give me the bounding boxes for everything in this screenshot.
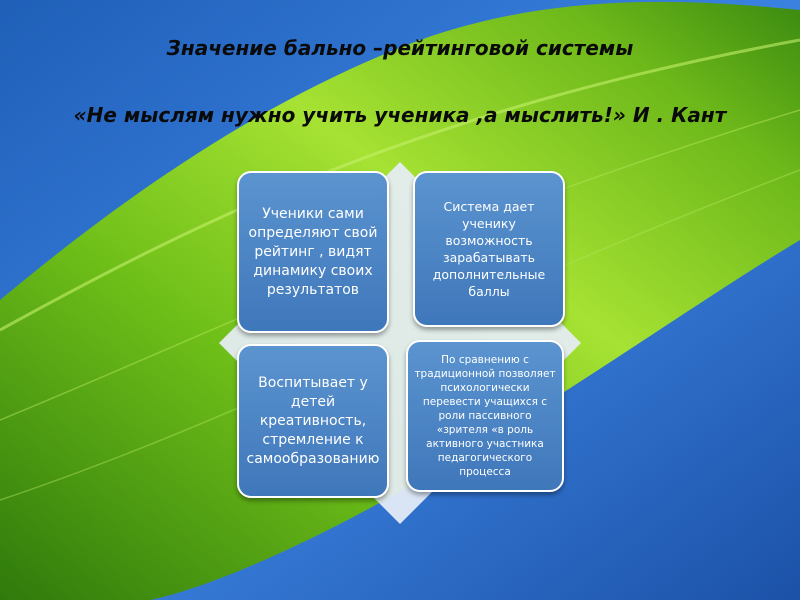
card-students-rating [237, 171, 389, 333]
card-text: По сравнению с традиционной позволяет психологически перевести учащихся с роли пассивного «зрителя «в роль активного участника педагогического процесса [414, 354, 556, 478]
card-extra-points [413, 171, 565, 327]
slide-title: Значение бально –рейтинговой системы [166, 36, 634, 60]
slide-quote: «Не мыслям нужно учить ученика ,а мыслить!» И . Кант [73, 103, 727, 127]
card-text: Воспитывает у детей креативность, стремление к самообразованию [246, 374, 380, 467]
card-active-participant [406, 340, 564, 492]
card-creativity [237, 344, 389, 498]
card-text: Ученики сами определяют свой рейтинг , видят динамику своих результатов [248, 205, 378, 298]
card-text: Система дает ученику возможность зарабатывать дополнительные баллы [432, 199, 546, 299]
